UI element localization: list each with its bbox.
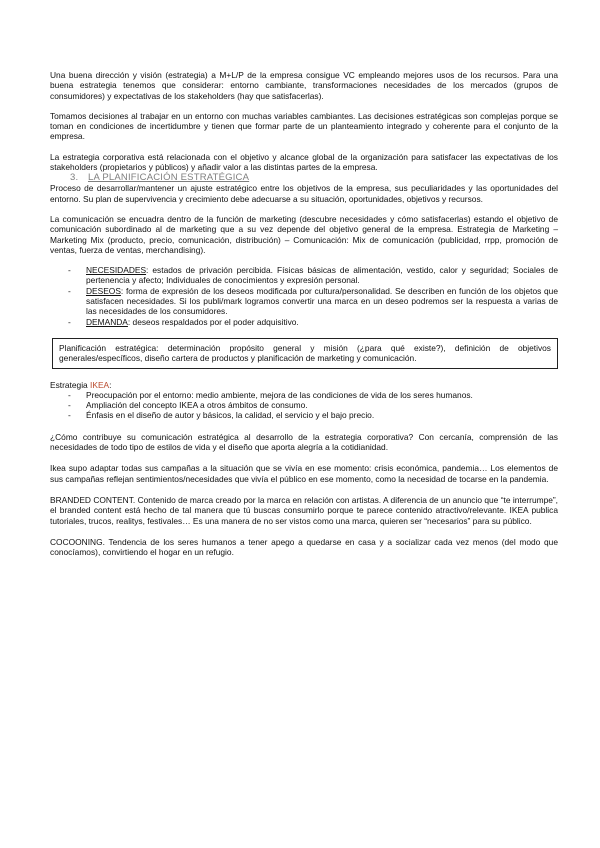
paragraph-direccion-vision: Una buena dirección y visión (estrategia) a M+L/P de la empresa consigue VC empleando mejores usos de los recursos. Para una buena estrategia tenemos que considerar: entorno cambiante, transformaciones necesidades de los mercados (grupos de consumidores) y expectativas de los stakeholders (hay que satisfacerlas).: [50, 70, 558, 101]
list-item-deseos: - DESEOS: forma de expresión de los deseos modificada por cultura/personalidad. Se describen en función de los objetos que satisfacen necesidades. Si los publi/mark logramos convertir una marca en un deseo podremos ser la respuesta a varias de las necesidades de los consumidores.: [50, 286, 558, 317]
definition-box-text: Planificación estratégica: determinación propósito general y misión (¿para qué existe?), definición de objetivos generales/específicos, diseño cartera de productos y planificación de marketing y comunicación.: [59, 342, 551, 364]
paragraph-branded-content: BRANDED CONTENT. Contenido de marca creado por la marca en relación con artistas. A diferencia de un anuncio que “te interrumpe”, el branded content está hecho de tal manera que tú buscas consumirlo porque te parece contenido atractivo/relevante. IKEA publica tutoriales, trucos, realitys, festivales… Es una manera de no ser vistos como una marca, quieren ser “necesarios” para su público.: [50, 494, 559, 526]
list-item-necesidades: - NECESIDADES: estados de privación percibida. Físicas básicas de alimentación, vestido, calor y seguridad; Sociales de pertenencia y afecto; Individuales de conocimientos y expresión personal.: [50, 265, 558, 286]
paragraph-estrategia-corporativa: La estrategia corporativa está relacionada con el objetivo y alcance global de la organización para satisfacer las expectativas de los stakeholders (propietarios y públicos) y añadir valor a las distintas partes de la empresa.: [50, 151, 558, 173]
definition-box: [52, 338, 558, 369]
ikea-brand-name: IKEA: [90, 379, 110, 390]
paragraph-decisiones-estrategicas: Tomamos decisiones al trabajar en un entorno con muchas variables cambiantes. Las decisiones estratégicas son complejas porque se toman en condiciones de incertidumbre y tienen que formar parte de un planteamiento integrado y coherente para el conjunto de la empresa.: [50, 110, 558, 142]
list-item: - Preocupación por el entorno: medio ambiente, mejora de las condiciones de vida de los seres humanos.: [50, 390, 558, 400]
ikea-strategy-list: [50, 390, 558, 421]
list-item: - Énfasis en el diseño de autor y básicos, la calidad, el servicio y el bajo precio.: [50, 410, 558, 420]
list-item: - Ampliación del concepto IKEA a otros ámbitos de consumo.: [50, 400, 558, 410]
paragraph-comunicacion-marketing: La comunicación se encuadra dentro de la función de marketing (descubre necesidades y cómo satisfacerlas) estando el objetivo de comunicación subordinado al de marketing que a su vez depende del objetivo general de la empresa. Estrategia de Marketing – Marketing Mix (producto, precio, comunicación, distribución) – Comunicación: Mix de comunicación (publicidad, rrpp, promoción de ventas, fuerza de ventas, merchandising).: [50, 213, 558, 255]
section-heading-planificacion: [70, 172, 558, 183]
concepts-list: [50, 265, 558, 327]
paragraph-cocooning: COCOONING. Tendencia de los seres humanos a tener apego a quedarse en casa y a socializar cada vez menos (del modo que conocíamos), convirtiendo el hogar en un refugio.: [50, 536, 558, 558]
paragraph-comunicacion-estrategica: ¿Cómo contribuye su comunicación estratégica al desarrollo de la estrategia corporativa? Con cercanía, comprensión de las necesidades de todo tipo de estilos de vida y el diseño que aporta alegría a la cotidianidad.: [50, 431, 558, 453]
ikea-strategy-label: Estrategia IKEA:: [50, 379, 112, 390]
section-number: 3.: [70, 172, 79, 184]
list-item-demanda: - DEMANDA: deseos respaldados por el poder adquisitivo.: [50, 317, 558, 327]
document-content: [50, 70, 558, 557]
section-title: LA PLANIFICACIÓN ESTRATÉGICA: [88, 172, 250, 184]
paragraph-campanas-ikea: Ikea supo adaptar todas sus campañas a la situación que se vivía en ese momento: crisis económica, pandemia… Los elementos de sus campañas reflejan sentimientos/necesidades que vivía el público en ese momento, como la necesidad de tocarse en la pandemia.: [50, 463, 558, 484]
paragraph-proceso: Proceso de desarrollar/mantener un ajuste estratégico entre los objetivos de la empresa, sus peculiaridades y las oportunidades del entorno. Su plan de supervivencia y crecimiento debe adecuarse a su situación, oportunidades, objetivos y recursos.: [50, 183, 558, 204]
